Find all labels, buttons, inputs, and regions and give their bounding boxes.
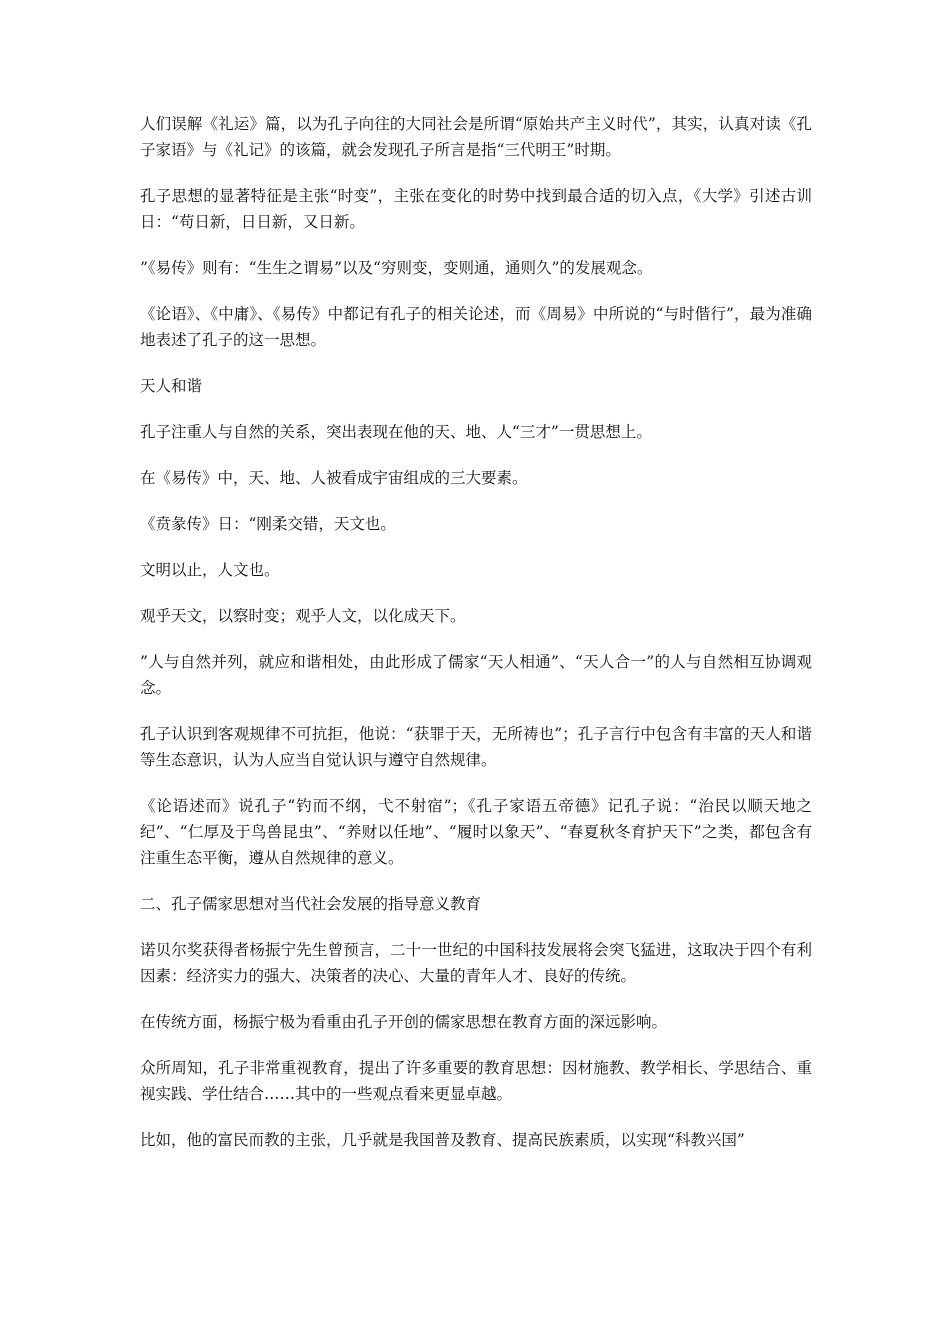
paragraph: 在传统方面，杨振宁极为看重由孔子开创的儒家思想在教育方面的深远影响。 — [140, 1013, 668, 1031]
paragraph: 孔子思想的显著特征是主张“时变”，主张在变化的时势中找到最合适的切入点，《大学》引述古训日：“苟日新，日日新，又日新。 — [140, 187, 812, 231]
paragraph: 众所周知，孔子非常重视教育，提出了许多重要的教育思想：因材施教、教学相长、学思结合、重视实践、学仕结合……其中的一些观点看来更显卓越。 — [140, 1059, 812, 1103]
paragraph: 文明以止，人文也。 — [140, 561, 280, 579]
section-heading: 二、孔子儒家思想对当代社会发展的指导意义教育 — [140, 895, 482, 913]
paragraph: ”《易传》则有：“生生之谓易”以及“穷则变，变则通，通则久”的发展观念。 — [140, 259, 653, 277]
section-heading: 天人和谐 — [140, 377, 203, 395]
paragraph: 观乎天文，以察时变；观乎人文，以化成天下。 — [140, 607, 466, 625]
paragraph: 人们误解《礼运》篇，以为孔子向往的大同社会是所谓“原始共产主义时代”，其实，认真对读《孔子家语》与《礼记》的该篇，就会发现孔子所言是指“三代明王”时期。 — [140, 115, 812, 159]
paragraph: 比如，他的富民而教的主张，几乎就是我国普及教育、提高民族素质，以实现“科教兴国” — [140, 1131, 745, 1149]
paragraph: 《论语》、《中庸》、《易传》中都记有孔子的相关论述，而《周易》中所说的“与时偕行”，最为准确地表述了孔子的这一思想。 — [140, 305, 812, 349]
paragraph: 《论语述而》说孔子“钓而不纲，弋不射宿”；《孔子家语五帝德》记孔子说：“治民以顺天地之纪”、“仁厚及于鸟兽昆虫”、“养财以任地”、“履时以象天”、“春夏秋冬育护天下”之类，都包含有注重生态平衡，遵从自然规律的意义。 — [140, 797, 812, 867]
document-body — [140, 111, 812, 1173]
paragraph: 孔子注重人与自然的关系，突出表现在他的天、地、人“三才”一贯思想上。 — [140, 423, 652, 441]
paragraph: ”人与自然并列，就应和谐相处，由此形成了儒家“天人相通”、“天人合一”的人与自然相互协调观念。 — [140, 653, 812, 697]
paragraph: 诺贝尔奖获得者杨振宁先生曾预言，二十一世纪的中国科技发展将会突飞猛进，这取决于四个有利因素：经济实力的强大、决策者的决心、大量的青年人才、良好的传统。 — [140, 941, 812, 985]
paragraph: 《贲彖传》日：“刚柔交错，天文也。 — [140, 515, 396, 533]
paragraph: 在《易传》中，天、地、人被看成宇宙组成的三大要素。 — [140, 469, 528, 487]
paragraph: 孔子认识到客观规律不可抗拒，他说：“获罪于天，无所祷也”；孔子言行中包含有丰富的天人和谐等生态意识，认为人应当自觉认识与遵守自然规律。 — [140, 725, 812, 769]
